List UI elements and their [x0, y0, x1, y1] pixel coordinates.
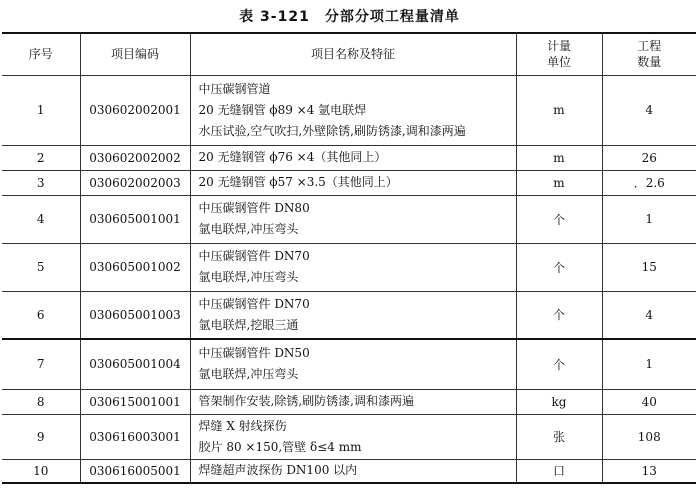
cell-seq: 6	[2, 291, 80, 339]
cell-name-line: 管架制作安装,除锈,刷防锈漆,调和漆两遍	[198, 394, 414, 408]
cell-name-line: 氩电联焊,冲压弯头	[198, 367, 299, 382]
cell-code: 030602002001	[80, 75, 190, 145]
cell-name-line: 焊缝超声波探伤 DN100 以内	[198, 463, 358, 478]
cell-seq: 7	[2, 339, 80, 389]
cell-name	[190, 145, 516, 170]
cell-qty: 1	[602, 339, 696, 389]
header-name: 项目名称及特征	[190, 33, 516, 75]
cell-unit: 个	[516, 291, 602, 339]
header-code: 项目编码	[80, 33, 190, 75]
cell-name-line: 20 无缝钢管 ϕ57 ×3.5（其他同上）	[198, 175, 398, 189]
cell-name	[190, 339, 516, 389]
cell-name	[190, 243, 516, 291]
cell-name-line: 氩电联焊,挖眼三通	[198, 317, 299, 332]
cell-name-line: 中压碳钢管件 DN70	[198, 249, 310, 263]
table-row	[2, 389, 696, 414]
cell-qty: 4	[602, 75, 696, 145]
table-row	[2, 145, 696, 170]
cell-code: 030616005001	[80, 459, 190, 483]
cell-qty: 13	[602, 459, 696, 483]
cell-name-line: 氩电联焊,冲压弯头	[198, 270, 299, 284]
header-unit-line1: 计量	[546, 39, 571, 54]
table-header	[2, 33, 696, 75]
table-body	[2, 75, 696, 483]
cell-name-line: 胶片 80 ×150,管壁 δ≤4 mm	[198, 439, 362, 454]
cell-seq: 9	[2, 414, 80, 459]
cell-qty: 1	[602, 195, 696, 243]
cell-code: 030602002003	[80, 170, 190, 195]
cell-unit: kg	[516, 389, 602, 414]
cell-seq: 1	[2, 75, 80, 145]
table-row	[2, 459, 696, 483]
cell-code: 030605001003	[80, 291, 190, 339]
table-title: 表 3-121 分部分项工程量清单	[239, 9, 460, 25]
cell-qty: 15	[602, 243, 696, 291]
table-row	[2, 195, 696, 243]
table-row	[2, 414, 696, 459]
cell-name-line: 20 无缝钢管 ϕ76 ×4（其他同上）	[198, 150, 387, 164]
cell-code: 030605001001	[80, 195, 190, 243]
cell-seq: 3	[2, 170, 80, 195]
cell-code: 030605001004	[80, 339, 190, 389]
cell-seq: 8	[2, 389, 80, 414]
table-row	[2, 291, 696, 339]
cell-seq: 4	[2, 195, 80, 243]
cell-name	[190, 195, 516, 243]
cell-unit: 个	[516, 339, 602, 389]
header-qty-line2: 数量	[637, 55, 662, 70]
cell-unit: m	[516, 75, 602, 145]
cell-name	[190, 389, 516, 414]
cell-seq: 2	[2, 145, 80, 170]
table-row	[2, 339, 696, 389]
cell-seq: 5	[2, 243, 80, 291]
cell-qty: ．2.6	[602, 170, 696, 195]
cell-unit: m	[516, 170, 602, 195]
cell-name-line: 氩电联焊,冲压弯头	[198, 222, 299, 236]
bill-of-quantities-table	[2, 32, 696, 484]
cell-code: 030615001001	[80, 389, 190, 414]
header-unit-line2: 单位	[546, 55, 571, 70]
cell-qty: 4	[602, 291, 696, 339]
cell-qty: 108	[602, 414, 696, 459]
table-row	[2, 75, 696, 145]
header-seq: 序号	[2, 33, 80, 75]
cell-name	[190, 75, 516, 145]
cell-code: 030602002002	[80, 145, 190, 170]
cell-name	[190, 414, 516, 459]
cell-name-line: 中压碳钢管道	[198, 81, 271, 96]
cell-name-line: 焊缝 X 射线探伤	[198, 418, 287, 433]
cell-seq: 10	[2, 459, 80, 483]
cell-unit: 口	[516, 459, 602, 483]
header-qty-line1: 工程	[637, 39, 662, 54]
cell-unit: 个	[516, 195, 602, 243]
cell-name-line: 中压碳钢管件 DN80	[198, 201, 310, 215]
header-qty	[602, 33, 696, 75]
cell-name	[190, 291, 516, 339]
cell-name	[190, 170, 516, 195]
cell-qty: 40	[602, 389, 696, 414]
cell-name-line: 中压碳钢管件 DN70	[198, 296, 310, 311]
cell-name	[190, 459, 516, 483]
cell-unit: 张	[516, 414, 602, 459]
cell-name-line: 水压试验,空气吹扫,外壁除锈,刷防锈漆,调和漆两遍	[198, 123, 466, 138]
header-unit	[516, 33, 602, 75]
cell-code: 030616003001	[80, 414, 190, 459]
cell-unit: 个	[516, 243, 602, 291]
table-row	[2, 170, 696, 195]
cell-code: 030605001002	[80, 243, 190, 291]
cell-name-line: 中压碳钢管件 DN50	[198, 346, 310, 361]
cell-unit: m	[516, 145, 602, 170]
table-row	[2, 243, 696, 291]
cell-qty: 26	[602, 145, 696, 170]
cell-name-line: 20 无缝钢管 ϕ89 ×4 氩电联焊	[198, 102, 367, 117]
